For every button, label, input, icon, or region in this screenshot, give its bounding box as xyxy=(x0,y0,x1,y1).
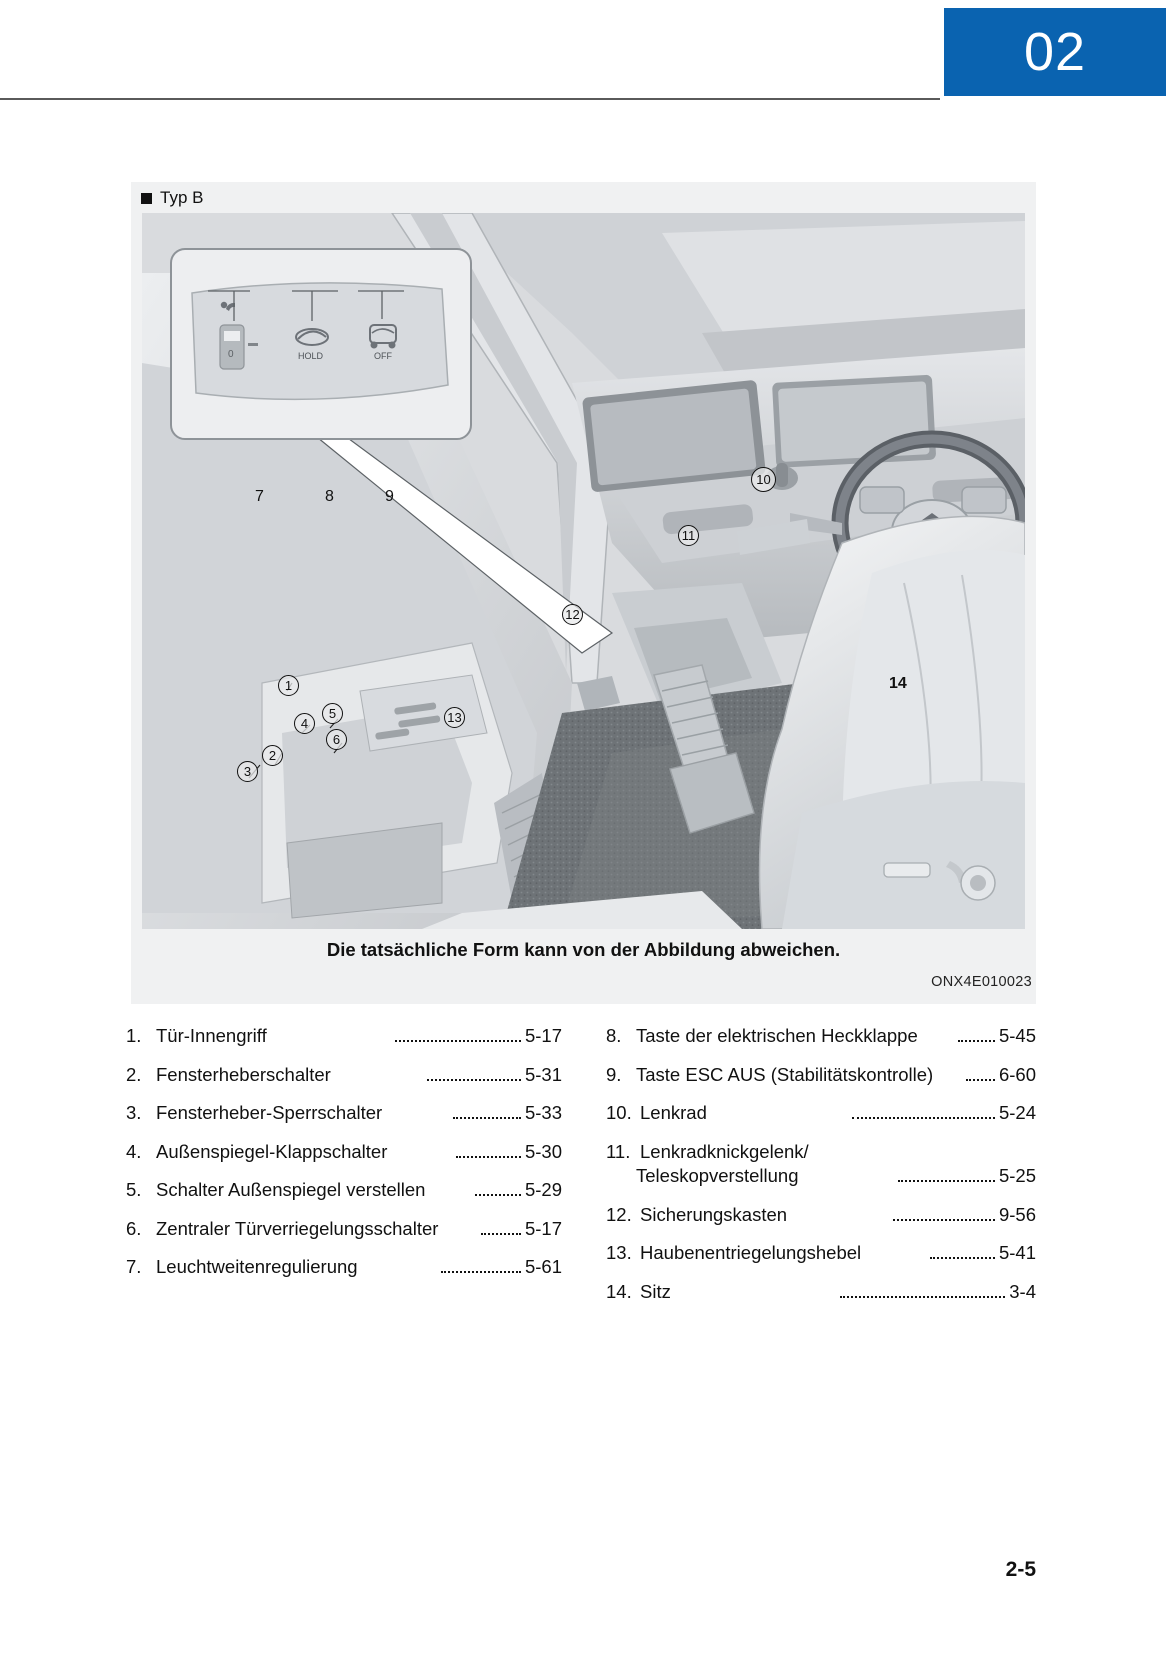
callout-5: 5 xyxy=(322,703,343,724)
index-number: 12. xyxy=(606,1203,632,1225)
index-page: 5-29 xyxy=(524,1179,562,1200)
index-label: Haubenentriegelungshebel xyxy=(640,1243,862,1264)
index-label: Tür-Innengriff xyxy=(156,1026,267,1046)
index-page: 5-24 xyxy=(998,1102,1037,1123)
figure-caption: Die tatsächliche Form kann von der Abbildung abweichen. xyxy=(326,939,841,960)
leader-dots xyxy=(893,1219,995,1221)
callout-12: 12 xyxy=(562,604,583,625)
figure-type-label xyxy=(141,188,203,208)
callout-2: 2 xyxy=(262,745,283,766)
index-label: Schalter Außenspiegel verstellen xyxy=(156,1180,426,1200)
index-label: Sitz xyxy=(640,1281,671,1302)
leader-dots xyxy=(441,1271,521,1273)
index-number: 10. xyxy=(606,1102,632,1123)
index-number: 6. xyxy=(126,1217,142,1239)
index-entry-continuation xyxy=(606,1166,1036,1187)
svg-text:OFF: OFF xyxy=(374,351,392,361)
index-label: Leuchtweitenregulierung xyxy=(156,1257,358,1277)
index-label: Lenkrad xyxy=(640,1103,707,1123)
index-number: 2. xyxy=(126,1063,142,1085)
index-page: 3-4 xyxy=(1009,1280,1036,1302)
callout-11: 11 xyxy=(678,525,699,546)
figure-block xyxy=(131,182,1036,1004)
leader-dots xyxy=(930,1257,995,1259)
index-entry xyxy=(606,1065,1036,1086)
index-label: Lenkradknickgelenk/ xyxy=(640,1141,809,1162)
index-label: Taste der elektrischen Heckklappe xyxy=(636,1026,918,1046)
index-entry xyxy=(606,1142,1036,1162)
index-page: 5-33 xyxy=(524,1102,562,1123)
leader-dots xyxy=(966,1079,995,1081)
leader-dots xyxy=(456,1156,521,1158)
index-page: 5-17 xyxy=(524,1217,562,1239)
index-number: 14. xyxy=(606,1280,632,1302)
index-entry xyxy=(126,1180,562,1201)
index-label: Sicherungskasten xyxy=(640,1204,788,1225)
index-label: Zentraler Türverriegelungsschalter xyxy=(156,1218,439,1239)
svg-text:0: 0 xyxy=(228,349,234,360)
index-page: 5-41 xyxy=(998,1242,1036,1264)
leader-dots xyxy=(427,1079,521,1081)
figure-illustration xyxy=(142,213,1025,929)
index-entry xyxy=(126,1219,562,1240)
index-entry xyxy=(606,1243,1036,1264)
leader-dots xyxy=(395,1040,521,1042)
index-number: 1. xyxy=(126,1025,142,1046)
callout-7: 7 xyxy=(255,488,264,505)
svg-text:HOLD: HOLD xyxy=(298,351,324,361)
index-entry xyxy=(126,1142,562,1163)
index-page: 6-60 xyxy=(998,1063,1036,1085)
index-entry xyxy=(606,1282,1036,1303)
index-entry xyxy=(606,1026,1036,1047)
index-number: 4. xyxy=(126,1140,142,1162)
bullet-square-icon xyxy=(141,193,152,204)
index-entry xyxy=(606,1103,1036,1124)
leader-dots xyxy=(453,1117,521,1119)
index-number: 7. xyxy=(126,1256,142,1277)
leader-dots xyxy=(958,1040,995,1042)
page-header xyxy=(0,0,1166,104)
callout-4: 4 xyxy=(294,713,315,734)
index-number: 9. xyxy=(606,1063,622,1085)
leader-dots xyxy=(852,1117,995,1119)
index-entry xyxy=(126,1026,562,1047)
index-label-line2: Teleskopverstellung xyxy=(636,1166,799,1187)
index-entry xyxy=(606,1205,1036,1226)
callout-3: 3 xyxy=(237,761,258,782)
index-page: 5-45 xyxy=(998,1025,1037,1046)
index-page: 5-61 xyxy=(524,1256,562,1277)
index-entry xyxy=(126,1103,562,1124)
leader-dots xyxy=(481,1233,521,1235)
index-entry xyxy=(126,1257,562,1278)
index-label: Außenspiegel-Klappschalter xyxy=(156,1141,388,1162)
index-number: 11. xyxy=(606,1140,631,1162)
index-column-right xyxy=(606,1026,1036,1320)
figure-image-code: ONX4E010023 xyxy=(931,974,1032,990)
callout-9: 9 xyxy=(385,488,394,505)
index-page: 5-17 xyxy=(524,1025,562,1046)
index-label: Fensterheberschalter xyxy=(156,1064,331,1085)
page-number: 2-5 xyxy=(1005,1558,1036,1581)
index-column-left xyxy=(126,1026,562,1296)
index-page: 9-56 xyxy=(998,1203,1036,1225)
index-label: Taste ESC AUS (Stabilitätskontrolle) xyxy=(636,1064,934,1085)
callout-14: 14 xyxy=(889,675,907,692)
index-entry xyxy=(126,1065,562,1086)
index-page: 5-25 xyxy=(998,1165,1037,1187)
chapter-tab: 02 xyxy=(944,8,1166,96)
leader-dots xyxy=(475,1194,521,1196)
index-page: 5-30 xyxy=(524,1140,563,1162)
leader-dots xyxy=(898,1180,995,1182)
index-number: 3. xyxy=(126,1102,142,1123)
index-number: 8. xyxy=(606,1025,622,1046)
callout-8: 8 xyxy=(325,488,334,505)
callout-1: 1 xyxy=(278,675,299,696)
index-page: 5-31 xyxy=(524,1063,562,1085)
header-rule xyxy=(0,98,940,100)
index-number: 5. xyxy=(126,1179,142,1200)
callout-13: 13 xyxy=(444,707,465,728)
callout-6: 6 xyxy=(326,729,347,750)
figure-type-text: Typ B xyxy=(160,188,204,207)
car-interior-illustration xyxy=(142,213,1025,929)
leader-dots xyxy=(840,1296,1006,1298)
index-number: 13. xyxy=(606,1242,632,1264)
callout-10: 10 xyxy=(751,467,776,492)
index-label: Fensterheber-Sperrschalter xyxy=(156,1103,383,1123)
